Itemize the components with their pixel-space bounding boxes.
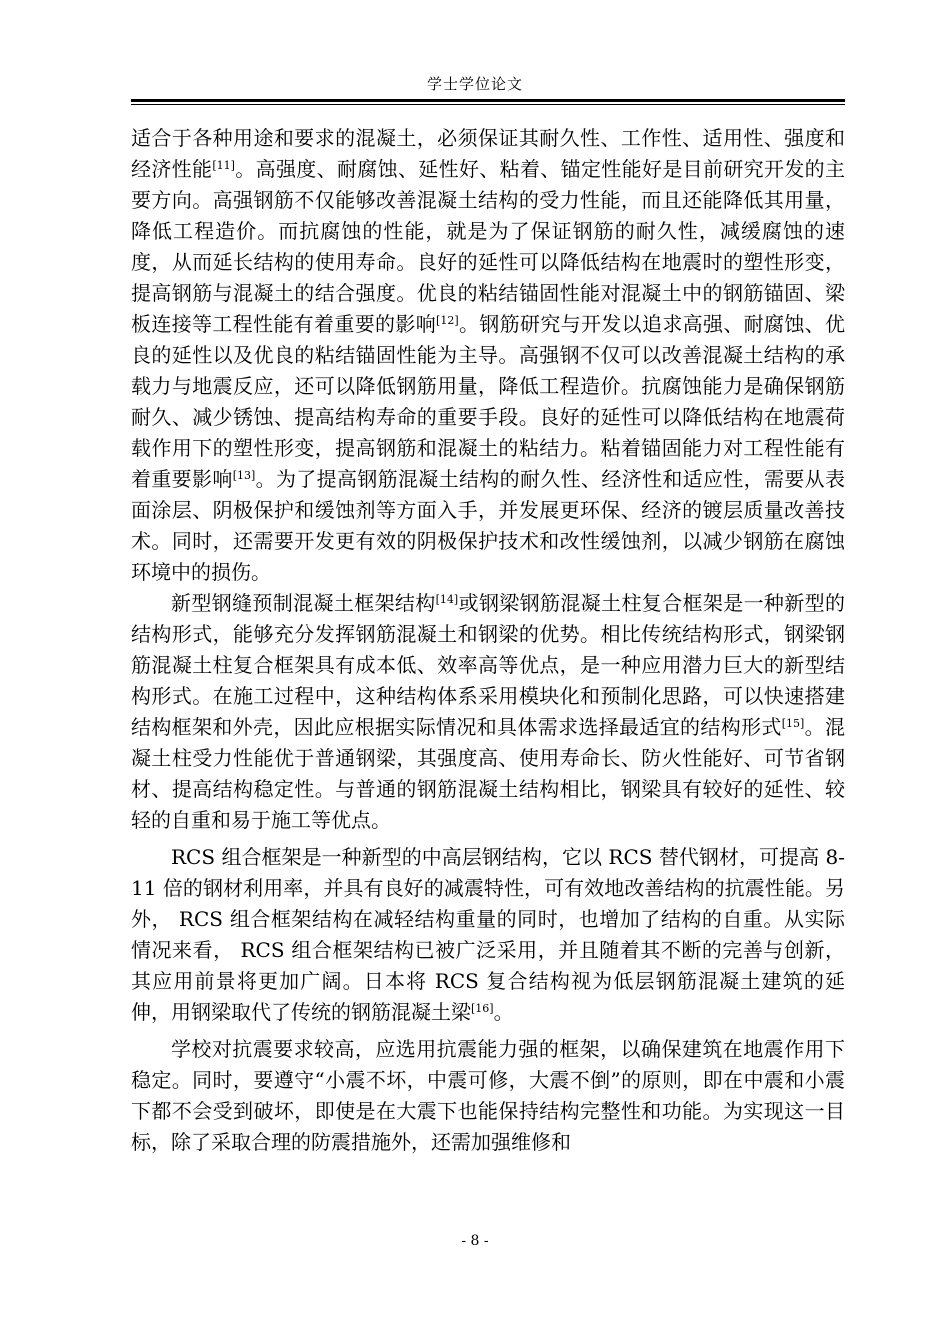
paragraph-2: [131, 588, 845, 836]
header-rule-thin: [131, 104, 845, 105]
paragraph-1-text-3: 。钢筋研究与开发以追求高强、耐腐蚀、优良的延性以及优良的粘结锚固性能为主导。高强钢不仅可以改善混凝土结构的承载力与地震反应，还可以降低钢筋用量，降低工程造价。抗腐蚀能力是确保钢筋耐久、减少锈蚀、提高结构寿命的重要手段。良好的延性可以降低结构在地震荷载作用下的塑性形变，提高钢筋和混凝土的粘结力。粘着锚固能力对工程性能有着重要影响: [131, 312, 846, 491]
citation-13: [13]: [232, 469, 256, 482]
paragraph-1: [131, 123, 845, 588]
citation-15: [15]: [781, 717, 805, 730]
citation-12: [12]: [436, 314, 459, 327]
paragraph-2-text-3: 。混凝土柱受力性能优于普通钢梁，其强度高、使用寿命长、防火性能好、可节省钢材、提高结构稳定性。与普通的钢筋混凝土结构相比，钢梁具有较好的延性、较轻的自重和易于施工等优点。: [131, 715, 845, 832]
page-header-title: 学士学位论文: [426, 75, 523, 93]
paragraph-3: [131, 842, 845, 1028]
citation-11: [11]: [212, 159, 235, 172]
paragraph-1-text-4: 。为了提高钢筋混凝土结构的耐久性、经济性和适应性，需要从表面涂层、阴极保护和缓蚀剂等方面入手，并发展更环保、经济的镀层质量改善技术。同时，还需要开发更有效的阴极保护技术和改性缓蚀剂，以减少钢筋在腐蚀环境中的损伤。: [131, 467, 846, 584]
page-number: - 8 -: [461, 1233, 489, 1249]
body-text: [131, 123, 845, 1158]
header-rule-thick: [131, 99, 845, 102]
paragraph-1-text-1: 适合于各种用途和要求的混凝土，必须保证其耐久性、工作性、适用性、强度和经济性能: [131, 126, 845, 181]
paragraph-4: [131, 1034, 845, 1158]
paragraph-4-text-1: 学校对抗震要求较高，应选用抗震能力强的框架，以确保建筑在地震作用下稳定。同时，要遵守“小震不坏，中震可修，大震不倒”的原则，即在中震和小震下都不会受到破坏，即使是在大震下也能保持结构完整性和功能。为实现这一目标，除了采取合理的防震措施外，还需加强维修和: [131, 1037, 845, 1154]
citation-16: [16]: [471, 1002, 494, 1015]
paragraph-3-text-1: RCS 组合框架是一种新型的中高层钢结构，它以 RCS 替代钢材，可提高 8-11 倍的钢材利用率，并具有良好的减震特性，可有效地改善结构的抗震性能。另外， RCS 组合框架结构在减轻结构重量的同时，也增加了结构的自重。从实际情况来看， RCS 组合框架结构已被广泛采用，并且随着其不断的完善与创新，其应用前景将更加广阔。日本将 RCS 复合结构视为低层钢筋混凝土建筑的延伸，用钢梁取代了传统的钢筋混凝土梁: [131, 845, 845, 1024]
citation-14: [14]: [435, 593, 459, 606]
paragraph-3-text-2: 。: [493, 1000, 514, 1024]
paragraph-2-text-1: 新型钢缝预制混凝土框架结构: [171, 591, 436, 615]
paragraph-1-text-2: 。高强度、耐腐蚀、延性好、粘着、锚定性能好是目前研究开发的主要方向。高强钢筋不仅能够改善混凝土结构的受力性能，而且还能降低其用量，降低工程造价。而抗腐蚀的性能，就是为了保证钢筋的耐久性，减缓腐蚀的速度，从而延长结构的使用寿命。良好的延性可以降低结构在地震时的塑性形变，提高钢筋与混凝土的结合强度。优良的粘结锚固性能对混凝土中的钢筋锚固、梁板连接等工程性能有着重要的影响: [131, 157, 846, 336]
paragraph-2-text-2: 或钢梁钢筋混凝土柱复合框架是一种新型的结构形式，能够充分发挥钢筋混凝土和钢梁的优势。相比传统结构形式，钢梁钢筋混凝土柱复合框架具有成本低、效率高等优点，是一种应用潜力巨大的新型结构形式。在施工过程中，这种结构体系采用模块化和预制化思路，可以快速搭建结构框架和外壳，因此应根据实际情况和具体需求选择最适宜的结构形式: [131, 591, 846, 739]
